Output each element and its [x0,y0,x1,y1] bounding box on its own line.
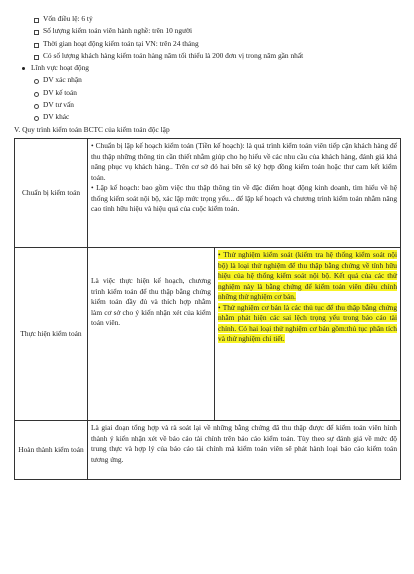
square-bullet-icon [34,18,39,23]
stage-label: Chuẩn bị kiểm toán [21,187,81,197]
top-bullet-list [0,14,414,125]
list-item-text: Thời gian hoạt động kiểm toán tại VN: trên 24 tháng [43,38,199,48]
circle-bullet-icon [34,104,39,109]
description-cell [215,248,401,421]
list-item [0,26,414,38]
stage-cell [15,139,88,248]
square-bullet-icon [34,43,39,48]
bullet-dot-icon: • [218,250,221,259]
description-cell [88,421,401,480]
bullet-dot-icon: • [218,302,221,312]
list-item-text: Có số lượng khách hàng kiểm toán hàng năm tối thiểu là 200 đơn vị trong năm gần nhất [43,50,304,60]
table-row [15,139,401,248]
list-item [0,63,414,75]
highlighted-text: Thử nghiệm cơ bản là các thủ tục để thu thập bằng chứng nhằm phát hiện các sai lệch trọng yếu trong báo cáo tài chính. Có hai loại thử nghiệm cơ bản gồm:thủ tục phân tích và thử nghiệm chi tiết. [218,302,398,344]
circle-bullet-icon [34,79,39,84]
paragraph [218,250,397,303]
list-item-text: Lĩnh vực hoạt động [31,63,89,73]
section-heading: V. Quy trình kiểm toán BCTC của kiểm toán độc lập [14,125,170,134]
list-item-text: DV xác nhận [43,75,82,85]
paragraph-text: Chuẩn bị lập kế hoạch kiểm toán (Tiền kế hoạch): là quá trình kiểm toán viên tiếp cận khách hàng để thu thập những thông tin cần thiết nhằm giúp cho họ hiểu về các nhu cầu của khách hàng, đánh giá khả năng phục vụ khách hàng.. Trên cơ sở đó hai bên sẽ ký hợp đồng kiểm toán hoặc thư cam kết kiểm toán. [91,141,398,182]
stage-label: Thực hiện kiểm toán [20,328,82,338]
paragraph [218,303,397,345]
list-item-text: Số lượng kiểm toán viên hành nghề: trên 10 người [43,26,193,36]
list-item [0,39,414,51]
square-bullet-icon [34,55,39,60]
list-item [0,51,414,63]
description-cell [88,248,215,421]
paragraph [91,141,397,183]
bullet-dot-icon: • [91,141,94,150]
bullet-dot-icon [22,67,25,70]
bullet-dot-icon: • [91,183,94,193]
paragraph-text: Là việc thực hiện kế hoạch, chương trình kiểm toán để thu thập bằng chứng kiểm toán đầy đủ và thích hợp nhằm làm cơ sở cho ý kiến nhận xét của kiểm toán viên. [91,276,211,328]
paragraph-text: Lập kế hoạch: bao gồm việc thu thập thông tin về đặc điểm hoạt động kinh doanh, tìm hiểu về hệ thống kiểm soát nội bộ, xác lập mức trọng yếu... để lập kế hoạch và chương trình kiểm toán nhằm nâng cao tính hữu hiệu và hiệu quả của cuộc kiểm toán. [91,183,398,214]
paragraph [91,183,397,215]
list-item [0,112,414,124]
circle-bullet-icon [34,116,39,121]
table-row [15,421,401,480]
square-bullet-icon [34,30,39,35]
list-item [0,100,414,112]
list-item-text: DV khác [43,112,70,122]
list-item [0,88,414,100]
list-item-text: DV kế toán [43,87,77,97]
audit-process-table [14,138,401,480]
table-row [15,248,401,421]
paragraph-text: Là giai đoạn tổng hợp và rà soát lại về những bằng chứng đã thu thập được để kiểm toán viên hình thành ý kiến nhận xét về báo cáo tài chính trên báo cáo kiểm toán. Tùy theo sự đánh giá về mức độ trung thực và hợp lý của báo cáo tài chính mà kiểm toán viên sẽ phát hành loại báo cáo kiểm toán tương ứng. [91,423,398,464]
list-item [0,75,414,87]
list-item [0,14,414,26]
stage-label: Hoàn thành kiểm toán [18,444,84,454]
list-item-text: DV tư vấn [43,100,74,110]
circle-bullet-icon [34,92,39,97]
stage-cell [15,421,88,480]
stage-cell [15,248,88,421]
list-item-text: Vốn điều lệ: 6 tỷ [43,14,93,23]
highlighted-text: Thử nghiệm kiểm soát (kiểm tra hệ thống kiểm soát nội bộ) là loại thử nghiệm để thu thập bằng chứng về tính hữu hiệu của hệ thống kiểm soát nội bộ. Kết quả của các thử nghiệm này là bằng chứng để kiểm toán viên điều chỉnh những thử nghiệm cơ bản. [218,250,398,302]
description-cell [88,139,401,248]
